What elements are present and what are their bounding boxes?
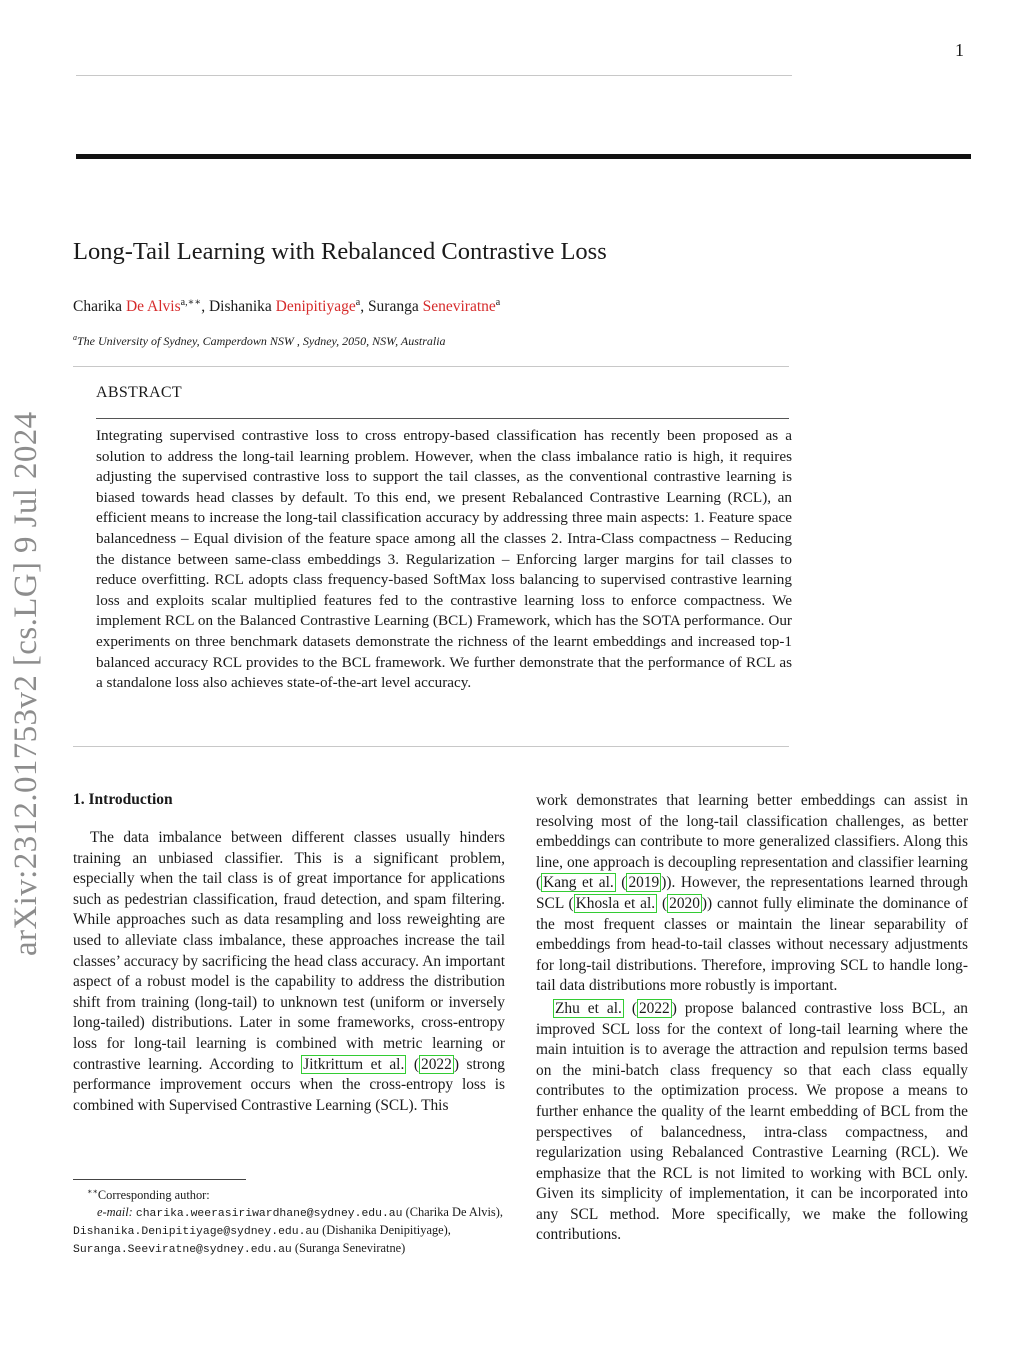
paragraph-text: )). However, the representations learned through SCL ( — [536, 874, 969, 912]
citation-sep: ( — [623, 999, 637, 1017]
title-bar-rule — [76, 154, 971, 159]
author-mark: a — [355, 297, 361, 308]
footnote-emails — [73, 1204, 505, 1259]
paragraph — [536, 791, 968, 997]
email-link[interactable]: Dishanika.Denipitiyage@sydney.edu.au — [73, 1225, 320, 1238]
citation-sep: ( — [406, 1055, 420, 1073]
email-label: e-mail: — [97, 1204, 133, 1219]
abstract-text: Integrating supervised contrastive loss to cross entropy-based classification has recently been proposed as a solution to address the long-tail learning problem. However, when the class imbalance ratio is high, it requires adjusting the supervised contrastive loss to support the tail classes, as the conventional contrastive learning is biased towards head classes by default. To this end, we present Rebalanced Contrastive Learning (RCL), an efficient means to increase the long-tail classification accuracy by addressing three main aspects: 1. Feature space balancedness – Equal division of the feature space among all the classes 2. Intra-Class compactness – Reducing the distance between same-class embeddings 3. Regularization – Enforcing larger margins for tail classes to reduce overfitting. RCL adopts class frequency-based SoftMax loss balancing to supervised contrastive learning loss and exploits scalar multiplied features fed to the contrastive learning loss to enforce compactness. We implement RCL on the Balanced Contrastive Learning (BCL) Framework, which has the SOTA performance. Our experiments on three benchmark datasets demonstrate the richness of the learnt embeddings and increased top-1 balanced accuracy RCL provides to the BCL framework. We further demonstrate that the performance of RCL as a standalone loss also achieves state-of-the-art level accuracy. — [96, 427, 792, 692]
paragraph-text: work demonstrates that learning better embeddings can assist in resolving most of the long-tail classification challenges, as better embeddings can contribute to more generalized classifiers. Along this line, one approach is decoupling representation and classifier learning ( — [536, 792, 968, 892]
footnote — [73, 1184, 505, 1259]
paragraph — [536, 999, 968, 1246]
affiliation-mark: a — [73, 333, 77, 342]
footnote-line — [73, 1184, 505, 1204]
author-mark: a — [495, 297, 501, 308]
abstract-bottom-rule — [73, 746, 789, 747]
author-first-name: Charika — [73, 298, 126, 316]
footnote-mark: ∗∗ — [87, 1187, 98, 1196]
abstract-heading: ABSTRACT — [96, 384, 182, 401]
paragraph-text: ) propose balanced contrastive loss BCL, an improved SCL loss for the context of long-tail learning where the main intuition is to average the attraction and repulsion terms based on the mini-batch class frequency so that each class equally contributes to the optimization process. We propose a means to further enhance the quality of the learnt embedding of BCL from the perspectives of balancedness, intra-class compactness, and regularization using Rebalanced Contrastive Learning (RCL). We emphasize that the RCL is not limited to working with BCL only. Given its simplicity of implementation, it can be incorporated into any SCL method. More specifically, we make the following contributions. — [536, 999, 968, 1244]
footnote-label: Corresponding author: — [97, 1188, 210, 1203]
abstract-heading-rule — [96, 418, 789, 419]
email-link[interactable]: Suranga.Seeviratne@sydney.edu.au — [73, 1244, 292, 1257]
citation-sep: ( — [657, 894, 668, 912]
section-heading: 1. Introduction — [73, 791, 173, 808]
left-column — [73, 828, 505, 1116]
author-mark: a,∗∗ — [180, 297, 202, 308]
paragraph-text: ) strong performance improvement occurs when the cross-entropy loss is combined with Supervised Contrastive Learning (SCL). This — [73, 1055, 505, 1114]
email-owner: (Charika De Alvis), — [402, 1204, 503, 1219]
paragraph — [73, 828, 505, 1116]
author-link[interactable]: Seneviratne — [422, 298, 496, 316]
affiliation — [73, 333, 446, 349]
citation-year-link[interactable]: 2019 — [628, 874, 660, 892]
header-rule — [76, 75, 792, 76]
paragraph-text: )) cannot fully eliminate the dominance of the most frequent classes or maintain the linear separability of embeddings from head-to-tail classes without necessary adjustments for long-tail distributions. Therefore, improving SCL to handle long-tail data distributions more robustly is important. — [536, 894, 968, 995]
arxiv-stamp: arXiv:2312.01753v2 [cs.LG] 9 Jul 2024 — [8, 411, 44, 956]
right-column — [536, 791, 968, 1246]
author-separator: , — [201, 298, 209, 316]
author-first-name: Suranga — [367, 298, 423, 316]
citation-link[interactable]: Kang et al. — [543, 874, 614, 892]
footnote-rule — [73, 1179, 246, 1180]
email-owner: (Suranga Seneviratne) — [291, 1241, 406, 1256]
paragraph-text: The data imbalance between different classes usually hinders training an unbiased classifier. This is a significant problem, especially when the tail class is of great importance for applications such as pedestrian classification, fraud detection, and spam filtering. While approaches such as data resampling and loss reweighting are used to alleviate class imbalance, these approaches increase the tail classes’ accuracy by sacrificing the head class accuracy. An important aspect of a robust model is the capability to address the distribution shift from training (long-tail) to unknown test (uniform or inversely long-tailed) distributions. Later in some frameworks, cross-entropy loss for long-tail learning is combined with metric learning or contrastive learning. According to — [73, 829, 505, 1073]
email-link[interactable]: charika.weerasiriwardhane@sydney.edu.au — [135, 1207, 403, 1220]
author-list — [73, 297, 500, 316]
paper-title: Long-Tail Learning with Rebalanced Contrastive Loss — [73, 238, 607, 265]
affiliation-text: The University of Sydney, Camperdown NSW , Sydney, 2050, NSW, Australia — [77, 334, 446, 348]
citation-year-link[interactable]: 2022 — [421, 1055, 452, 1073]
citation-year-link[interactable]: 2020 — [669, 894, 700, 912]
citation-link[interactable]: Jitkrittum et al. — [303, 1055, 405, 1073]
abstract-top-rule — [73, 366, 789, 367]
author-link[interactable]: Denipitiyage — [275, 298, 356, 316]
citation-link[interactable]: Khosla et al. — [575, 894, 656, 912]
page-number: 1 — [955, 40, 964, 60]
citation-link[interactable]: Zhu et al. — [555, 999, 622, 1017]
email-owner: (Dishanika Denipitiyage), — [319, 1222, 451, 1237]
author-link[interactable]: De Alvis — [125, 298, 181, 316]
citation-sep: ( — [615, 874, 627, 892]
citation-year-link[interactable]: 2022 — [638, 999, 670, 1017]
author-separator: , — [360, 298, 368, 316]
author-first-name: Dishanika — [208, 298, 276, 316]
